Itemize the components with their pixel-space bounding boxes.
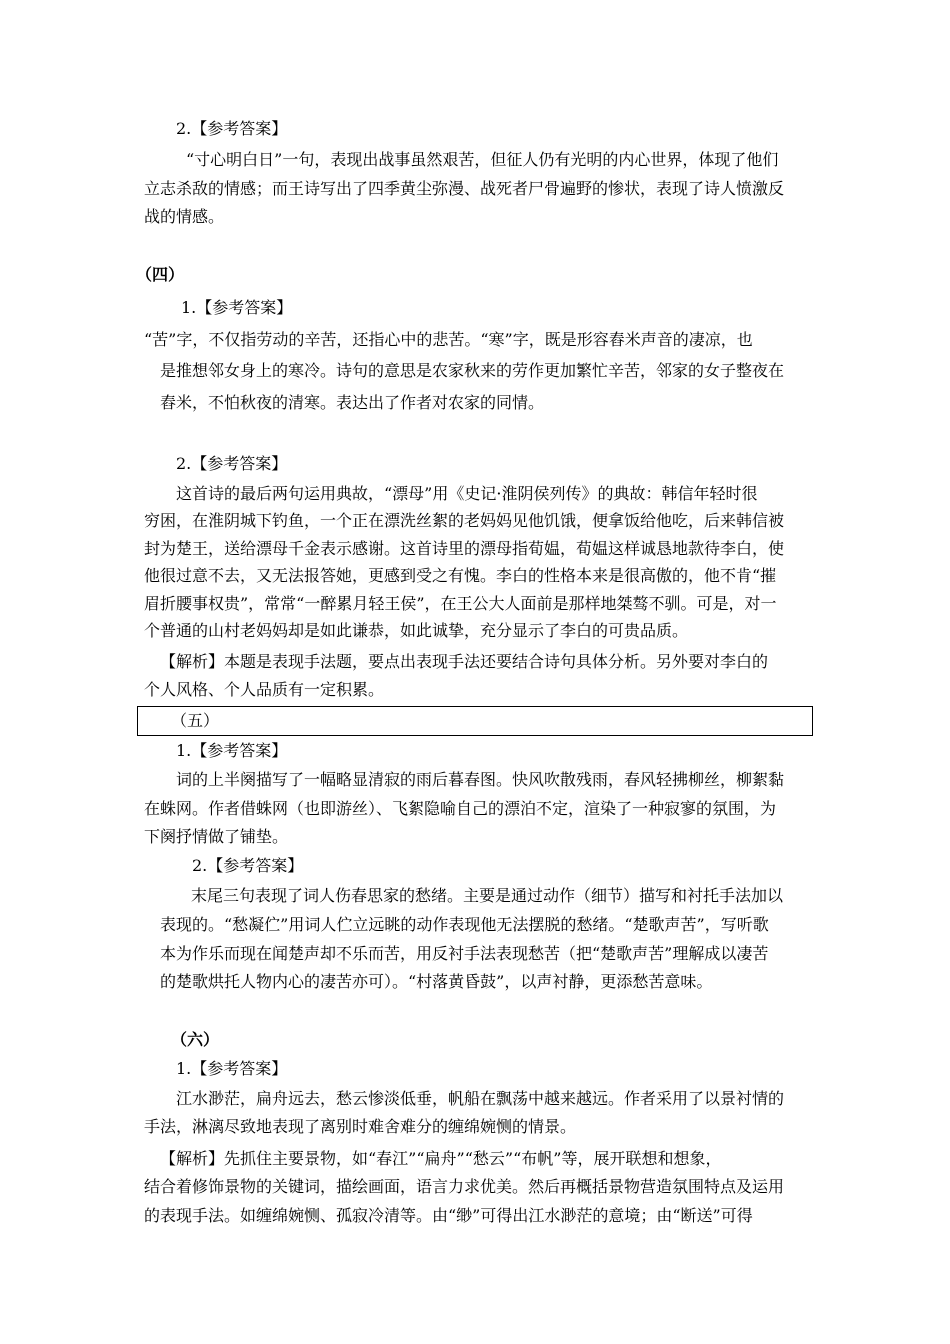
paragraph-line: “寸心明白日”一句，表现出战事虽然艰苦，但征人仍有光明的内心世界，体现了他们 [186, 150, 779, 169]
answer-label: 2.【参考答案】 [176, 119, 288, 138]
answer-label: 2.【参考答案】 [192, 856, 304, 875]
analysis-line: 结合着修饰景物的关键词，描绘画面，语言力求优美。然后再概括景物营造氛围特点及运用 [144, 1177, 785, 1196]
paragraph-line: 他很过意不去，又无法报答她，更感到受之有愧。李白的性格本来是很高傲的，他不肯“摧 [144, 566, 777, 585]
paragraph-line: 的楚歌烘托人物内心的凄苦亦可）。“村落黄昏鼓”，以声衬静，更添愁苦意味。 [160, 972, 713, 991]
paragraph-line: 封为楚王，送给漂母千金表示感谢。这首诗里的漂母指荀媪，荀媪这样诚恳地款待李白，使 [144, 539, 785, 558]
paragraph-line: 在蛛网。作者借蛛网（也即游丝）、飞絮隐喻自己的漂泊不定，渲染了一种寂寥的氛围，为 [144, 799, 777, 818]
paragraph-line: 这首诗的最后两句运用典故，“漂母”用《史记·淮阴侯列传》的典故：韩信年轻时很 [176, 484, 758, 503]
paragraph-line: 本为作乐而现在闻楚声却不乐而苦，用反衬手法表现愁苦（把“楚歌声苦”理解成以凄苦 [160, 944, 769, 963]
paragraph-line: 末尾三句表现了词人伤春思家的愁绪。主要是通过动作（细节）描写和衬托手法加以 [191, 886, 784, 905]
paragraph-line: 个普通的山村老妈妈却是如此谦恭，如此诚挚，充分显示了李白的可贵品质。 [144, 621, 689, 640]
answer-label: 1.【参考答案】 [181, 298, 293, 317]
answer-label: 1.【参考答案】 [176, 1059, 288, 1078]
analysis-line: 【解析】先抓住主要景物，如“春江”“扁舟”“愁云”“布帆”等，展开联想和想象， [160, 1149, 722, 1168]
section-heading: （五） [171, 711, 220, 730]
analysis-line: 【解析】本题是表现手法题，要点出表现手法还要结合诗句具体分析。另外要对李白的 [160, 652, 769, 671]
paragraph-line: 战的情感。 [144, 207, 225, 226]
paragraph-line: “苦”字，不仅指劳动的辛苦，还指心中的悲苦。“寒”字，既是形容舂米声音的凄凉，也 [144, 330, 753, 349]
section-heading: （六） [171, 1030, 220, 1049]
paragraph-line: 是推想邻女身上的寒冷。诗句的意思是农家秋来的劳作更加繁忙辛苦，邻家的女子整夜在 [160, 361, 785, 380]
section-heading: （四） [136, 265, 185, 284]
paragraph-line: 舂米，不怕秋夜的清寒。表达出了作者对农家的同情。 [160, 393, 545, 412]
analysis-line: 个人风格、个人品质有一定积累。 [144, 680, 385, 699]
answer-label: 1.【参考答案】 [176, 741, 288, 760]
analysis-line: 的表现手法。如缠绵婉恻、孤寂冷清等。由“缈”可得出江水渺茫的意境；由“断送”可得 [144, 1206, 753, 1225]
answer-label: 2.【参考答案】 [176, 454, 288, 473]
paragraph-line: 下阕抒情做了铺垫。 [144, 827, 289, 846]
paragraph-line: 手法，淋漓尽致地表现了离别时难舍难分的缠绵婉恻的情景。 [144, 1117, 577, 1136]
paragraph-line: 立志杀敌的情感；而王诗写出了四季黄尘弥漫、战死者尸骨遍野的惨状，表现了诗人愤激反 [144, 179, 785, 198]
paragraph-line: 江水渺茫，扁舟远去，愁云惨淡低垂，帆船在飘荡中越来越远。作者采用了以景衬情的 [176, 1089, 785, 1108]
paragraph-line: 词的上半阕描写了一幅略显清寂的雨后暮春图。快风吹散残雨，春风轻拂柳丝，柳絮黏 [176, 770, 785, 789]
paragraph-line: 眉折腰事权贵”，常常“一醉累月轻王侯”，在王公大人面前是那样地桀骜不驯。可是，对一 [144, 594, 777, 613]
paragraph-line: 表现的。“愁凝伫”用词人伫立远眺的动作表现他无法摆脱的愁绪。“楚歌声苦”，写听歌 [160, 915, 769, 934]
paragraph-line: 穷困，在淮阴城下钓鱼，一个正在漂洗丝絮的老妈妈见他饥饿，便拿饭给他吃，后来韩信被 [144, 511, 785, 530]
section-heading-box [137, 706, 813, 736]
